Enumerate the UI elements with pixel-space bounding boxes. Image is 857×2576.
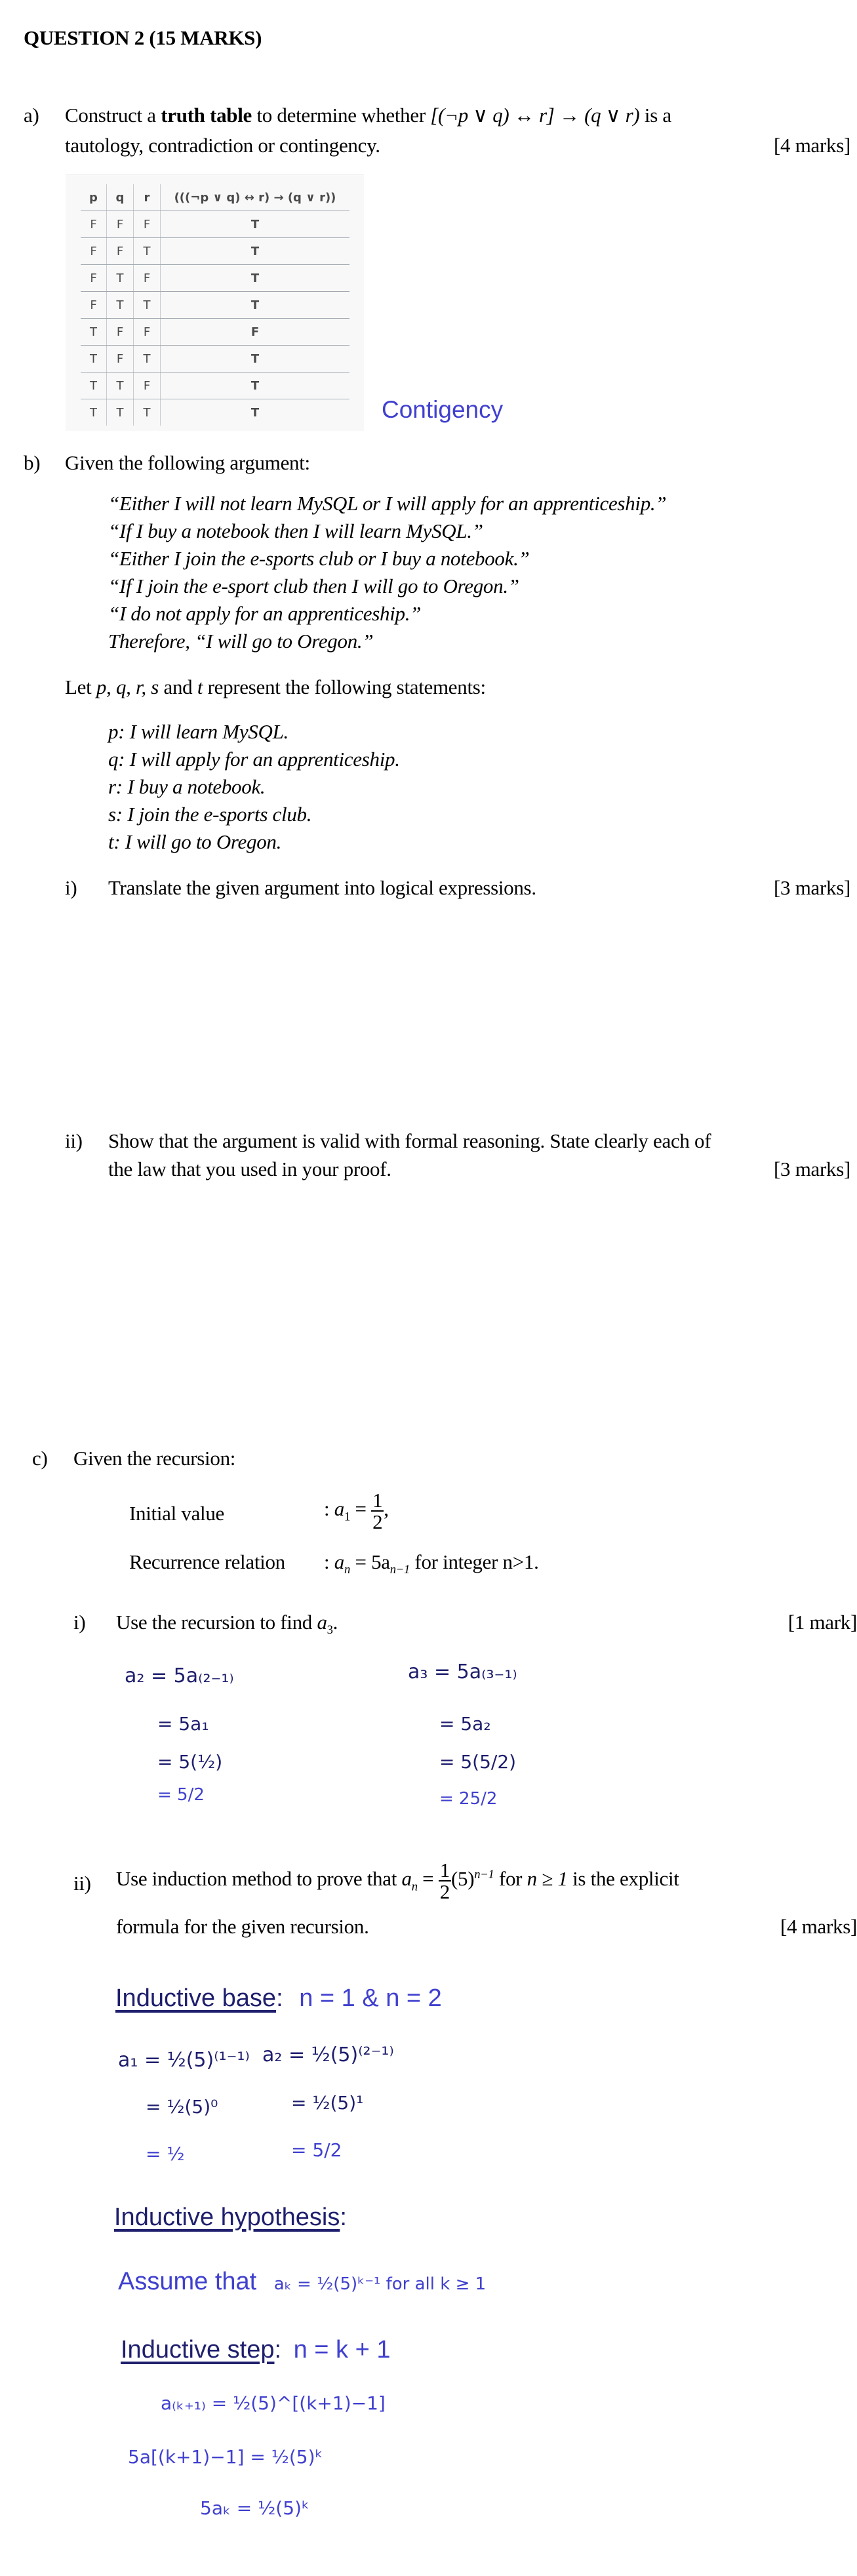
base-a2-line3: = 5/2 (291, 2139, 342, 2161)
argument-line: “Either I will not learn MySQL or I will apply for an apprenticeship.” (108, 492, 667, 515)
fraction: $\frac{1}{2}$ (372, 1489, 383, 1533)
table-row: F T T T (81, 292, 349, 319)
work-a3-line2: = 5a₂ (439, 1713, 491, 1735)
argument-conclusion: Therefore, “I will go to Oregon.” (108, 630, 374, 653)
argument-line: “Either I join the e-sports club or I buy a notebook.” (108, 547, 530, 570)
truth-table-panel (66, 174, 364, 431)
table-row: T F F F (81, 319, 349, 346)
part-a-question: Construct a truth table to determine whether [(¬p ∨ q) ↔ r] → (q ∨ r) is a (65, 104, 671, 127)
truth-table-term: truth table (161, 104, 252, 127)
part-b-i-marks: [3 marks] (774, 876, 850, 899)
column-header-p: p (81, 184, 107, 211)
variables-intro: Let p, q, r, s and t represent the following statements: (65, 675, 486, 698)
part-a-label: a) (24, 104, 39, 127)
part-c-i-label: i) (73, 1611, 86, 1634)
hypothesis-assumption: Assume that aₖ = ½(5)ᵏ⁻¹ for all k ≥ 1 (118, 2268, 487, 2295)
recurrence-label: Recurrence relation (129, 1550, 285, 1573)
part-c-intro: Given the recursion: (73, 1447, 236, 1470)
part-c-label: c) (32, 1447, 48, 1470)
part-c-ii-marks: [4 marks] (780, 1915, 857, 1938)
table-row: T F T T (81, 346, 349, 372)
step-line2: 5a[(k+1)−1] = ½(5)ᵏ (128, 2446, 323, 2468)
work-a3-line1: a₃ = 5a₍₃₋₁₎ (408, 1660, 517, 1683)
part-b-ii-label: ii) (65, 1129, 83, 1152)
question-title: QUESTION 2 (15 MARKS) (24, 26, 262, 49)
table-row: F F T T (81, 238, 349, 265)
part-c-ii-question-line2: formula for the given recursion. (116, 1915, 369, 1938)
table-row: T T F T (81, 372, 349, 399)
part-b-ii-question: Show that the argument is valid with formal reasoning. State clearly each of (108, 1129, 711, 1152)
fraction: $\frac{1}{2}$ (439, 1859, 450, 1903)
recurrence-formula: : $a_n = 5a_{n-1}$ for integer n>1. (324, 1550, 539, 1577)
hypothesis-formula: aₖ = ½(5)ᵏ⁻¹ for all k ≥ 1 (273, 2274, 487, 2294)
statement-p: p: I will learn MySQL. (108, 720, 289, 743)
argument-line: “I do not apply for an apprenticeship.” (108, 602, 422, 625)
work-a2-line4: = 5/2 (157, 1785, 205, 1805)
answer-contingency: Contigency (382, 396, 504, 423)
table-row: F F F T (81, 211, 349, 238)
inductive-step-heading: Inductive step: n = k + 1 (121, 2336, 391, 2364)
statement-q: q: I will apply for an apprenticeship. (108, 748, 400, 771)
argument-line: “If I buy a notebook then I will learn MySQL.” (108, 519, 483, 542)
initial-value-label: Initial value (129, 1502, 225, 1525)
part-b-intro: Given the following argument: (65, 451, 310, 474)
part-b-label: b) (24, 451, 41, 474)
formula: [(¬p ∨ q) ↔ r] → (q ∨ r) (430, 104, 640, 127)
work-a3-line3: = 5(5/2) (439, 1751, 517, 1773)
initial-value-formula: : $a_1$ = $\frac{1}{2}$ , (324, 1489, 389, 1533)
statement-t: t: I will go to Oregon. (108, 830, 282, 853)
inductive-hypothesis-heading: Inductive hypothesis: (114, 2204, 347, 2231)
part-c-ii-question: Use induction method to prove that $a_n$ = $\frac{1}{2}$ $(5)^{n-1}$ for n ≥ 1 is the explicit (116, 1859, 679, 1903)
work-a2-line3: = 5(½) (157, 1751, 223, 1773)
part-b-i-question: Translate the given argument into logical expressions. (108, 876, 536, 899)
base-a1-line3: = ½ (146, 2143, 185, 2165)
step-line1: a₍ₖ₊₁₎ = ½(5)^[(k+1)−1] (161, 2392, 386, 2414)
work-a3-line4: = 25/2 (439, 1789, 498, 1809)
column-header-r: r (134, 184, 161, 211)
base-a1-line1: a₁ = ½(5)⁽¹⁻¹⁾ (118, 2049, 250, 2072)
statement-s: s: I join the e-sports club. (108, 803, 312, 826)
column-header-q: q (107, 184, 134, 211)
inductive-base-heading: Inductive base: n = 1 & n = 2 (115, 1984, 442, 2012)
part-b-i-label: i) (65, 876, 77, 899)
part-a-question-line2: tautology, contradiction or contingency. (65, 134, 380, 157)
part-c-ii-label: ii) (73, 1872, 91, 1895)
part-b-ii-question-line2: the law that you used in your proof. (108, 1157, 391, 1180)
base-a1-line2: = ½(5)⁰ (146, 2096, 218, 2118)
base-cases: n = 1 & n = 2 (299, 1984, 442, 2012)
part-b-ii-marks: [3 marks] (774, 1157, 850, 1180)
part-c-i-marks: [1 mark] (787, 1611, 857, 1634)
step-case: n = k + 1 (293, 2336, 391, 2364)
base-a2-line1: a₂ = ½(5)⁽²⁻¹⁾ (262, 2043, 394, 2066)
work-a2-line2: = 5a₁ (157, 1713, 209, 1735)
part-c-i-question: Use the recursion to find $a_3$. (116, 1611, 338, 1638)
base-a2-line2: = ½(5)¹ (291, 2092, 364, 2114)
table-header-row (81, 184, 349, 211)
table-row: T T T T (81, 399, 349, 426)
argument-line: “If I join the e-sport club then I will go to Oregon.” (108, 574, 519, 597)
part-a-marks: [4 marks] (774, 134, 850, 157)
statement-r: r: I buy a notebook. (108, 775, 266, 798)
truth-table (81, 184, 349, 426)
table-row: F T F T (81, 265, 349, 292)
work-a2-line1: a₂ = 5a₍₂₋₁₎ (125, 1664, 234, 1687)
column-header-formula: (((¬p ∨ q) ↔ r) → (q ∨ r)) (161, 184, 350, 211)
step-line3: 5aₖ = ½(5)ᵏ (200, 2497, 309, 2519)
